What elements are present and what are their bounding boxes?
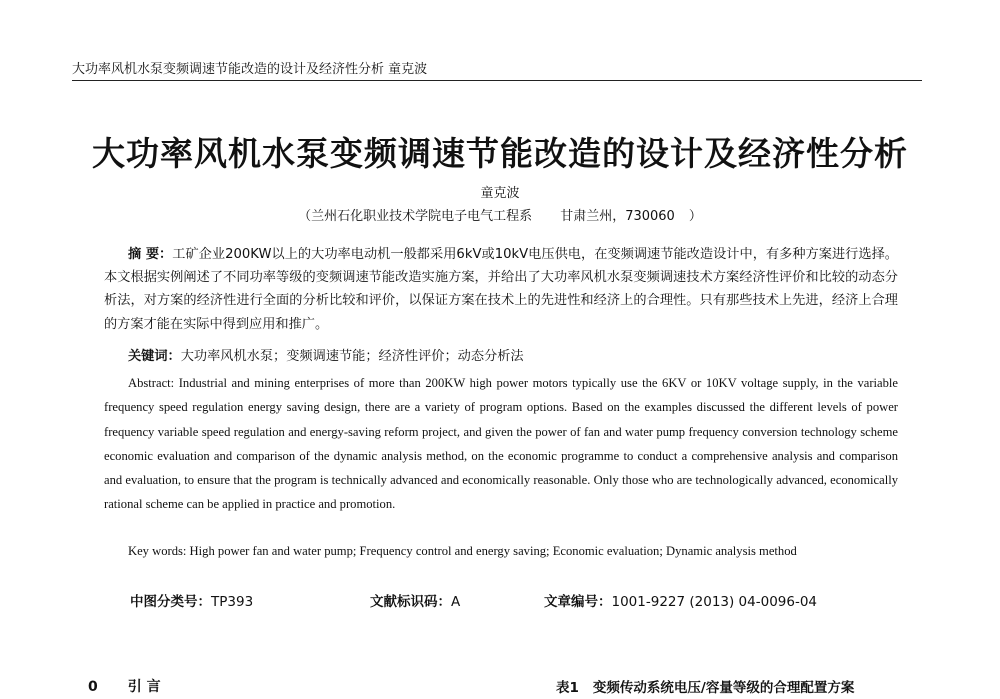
section-heading-intro [88,676,161,696]
doc-code-value: A [451,594,461,610]
keywords-en [104,539,898,564]
keywords-en-text: Key words: High power fan and water pump; Frequency control and energy saving; Economic evaluation; Dynamic analysis method [128,544,797,558]
abstract-cn-label: 摘 要： [128,247,173,262]
keywords-cn-label: 关键词： [128,349,181,364]
abstract-en-text: Abstract: Industrial and mining enterprises of more than 200KW high power motors typically use the 6KV or 10KV voltage supply, in the variable frequency speed regulation energy saving design, there are a variety of program options. Based on the examples discussed the different levels of power frequency variable speed regulation and energy-saving reform project, and given the power of fan and water pump frequency conversion technology scheme economic evaluation and comparison of the dynamic analysis method, on the economic programme to conduct a comprehensive analysis and comparison and evaluation, to ensure that the program is technically advanced and economically reasonable. Only those who are technologically advanced, economically rational scheme can be applied in practice and promotion. [104,376,898,512]
doc-code-label: 文献标识码： [370,594,451,610]
table-caption [556,676,854,696]
affiliation-open: （ [298,209,312,224]
article-no-label: 文章编号： [544,594,612,610]
keywords-cn [128,346,898,368]
affiliation [0,205,1000,224]
keywords-cn-text: 大功率风机水泵；变频调速节能；经济性评价；动态分析法 [180,349,524,364]
abstract-en [104,371,898,517]
section-title: 引 言 [127,679,161,695]
abstract-cn-text: 工矿企业200KW以上的大功率电动机一般都采用6kV或10kV电压供电，在变频调速节能改造设计中，有多种方案进行选择。本文根据实例阐述了不同功率等级的变频调速节能改造实施方案，并给出了大功率风机水泵变频调速技术方案经济性评价和比较的动态分析法，对方案的经济性进行全面的分析比较和评价，以保证方案在技术上的先进性和经济上的合理性。只有那些技术上先进，经济上合理的方案才能在实际中得到应用和推广。 [104,247,898,332]
document-code [370,590,460,610]
section-number: 0 [88,679,98,695]
clc-value: TP393 [211,594,254,610]
article-no-value: 1001-9227 (2013) 04-0096-04 [611,594,818,610]
abstract-cn [104,243,898,336]
article-number [544,590,817,610]
clc-label: 中图分类号： [130,594,211,610]
running-head: 大功率风机水泵变频调速节能改造的设计及经济性分析 童克波 [72,62,428,77]
paper-title: 大功率风机水泵变频调速节能改造的设计及经济性分析 [92,134,908,173]
table-number: 表1 [556,680,579,696]
affiliation-close: ） [688,209,702,224]
table-title: 变频传动系统电压/容量等级的合理配置方案 [592,680,855,696]
header-rule [72,80,922,81]
author-name: 童克波 [480,186,520,201]
clc-number [130,590,253,610]
affiliation-city: 甘肃兰州，730060 [560,209,675,224]
affiliation-dept: 兰州石化职业技术学院电子电气工程系 [311,209,533,224]
